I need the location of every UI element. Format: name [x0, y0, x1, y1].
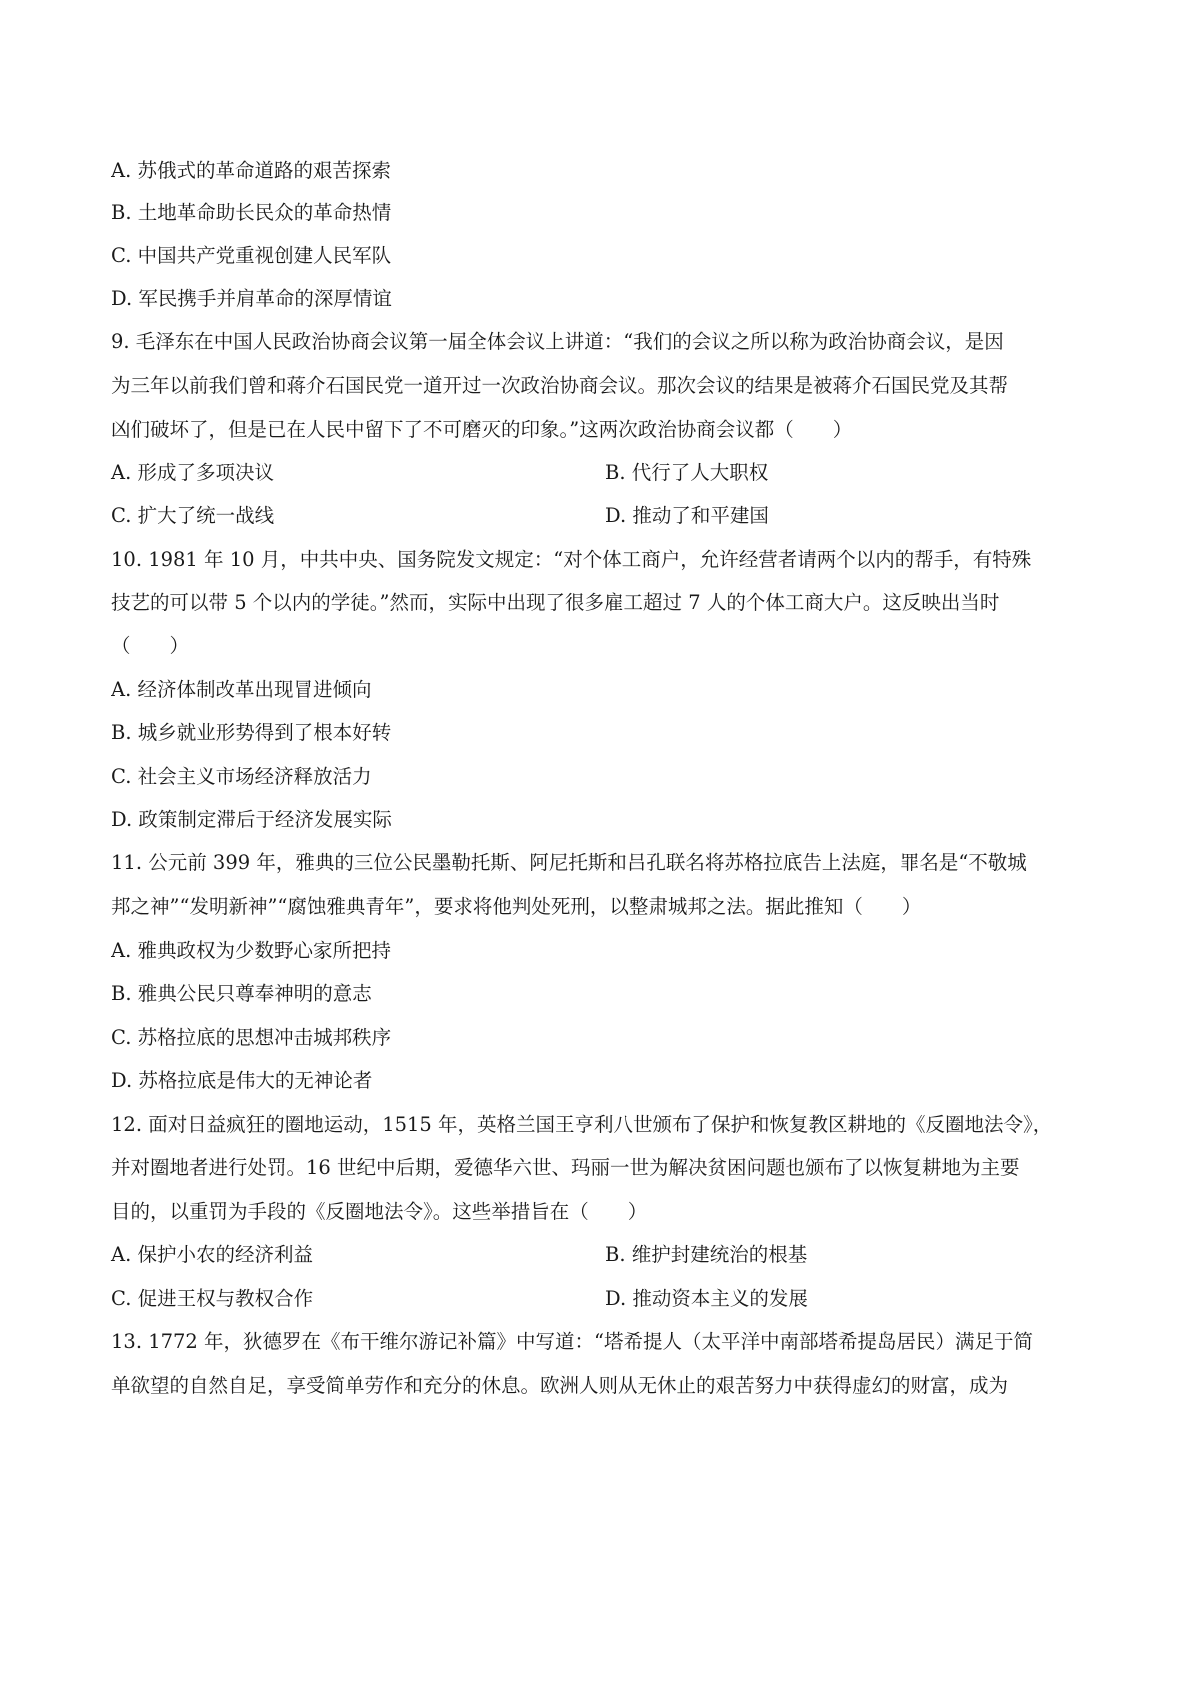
q10-option-b: B. 城乡就业形势得到了根本好转 [111, 721, 392, 744]
q11-option-d: D. 苏格拉底是伟大的无神论者 [111, 1069, 373, 1092]
q10-stem-line-3: （ ） [111, 634, 190, 657]
q12-option-b: B. 维护封建统治的根基 [605, 1243, 808, 1266]
q10-stem-line-1: 10. 1981 年 10 月，中共中央、国务院发文规定：“对个体工商户，允许经营者请两个以内的帮手，有特殊 [111, 548, 1032, 571]
q9-option-b: B. 代行了人大职权 [605, 461, 769, 484]
q12-option-c: C. 促进王权与教权合作 [111, 1287, 314, 1310]
q9-option-d: D. 推动了和平建国 [605, 504, 769, 527]
q8-option-a: A. 苏俄式的革命道路的艰苦探索 [111, 159, 391, 182]
q9-stem-line-3: 凶们破坏了，但是已在人民中留下了不可磨灭的印象。”这两次政治协商会议都（ ） [111, 418, 853, 441]
q10-stem-line-2: 技艺的可以带 5 个以内的学徒。”然而，实际中出现了很多雇工超过 7 人的个体工商大户。这反映出当时 [111, 591, 1000, 614]
q12-stem-line-1: 12. 面对日益疯狂的圈地运动，1515 年，英格兰国王亨利八世颁布了保护和恢复教区耕地的《反圈地法令》， [111, 1113, 1053, 1136]
q11-option-a: A. 雅典政权为少数野心家所把持 [111, 939, 391, 962]
q12-stem-line-2: 并对圈地者进行处罚。16 世纪中后期，爱德华六世、玛丽一世为解决贫困问题也颁布了以恢复耕地为主要 [111, 1156, 1020, 1179]
q12-option-d: D. 推动资本主义的发展 [605, 1287, 808, 1310]
q9-stem-line-2: 为三年以前我们曾和蒋介石国民党一道开过一次政治协商会议。那次会议的结果是被蒋介石国民党及其帮 [111, 374, 1009, 397]
q12-option-a: A. 保护小农的经济利益 [111, 1243, 313, 1266]
q11-stem-line-2: 邦之神”“发明新神”“腐蚀雅典青年”，要求将他判处死刑，以整肃城邦之法。据此推知（ ） [111, 895, 922, 918]
q8-option-c: C. 中国共产党重视创建人民军队 [111, 244, 392, 267]
q9-stem-line-1: 9. 毛泽东在中国人民政治协商会议第一届全体会议上讲道：“我们的会议之所以称为政治协商会议，是因 [111, 330, 1004, 353]
q11-option-b: B. 雅典公民只尊奉神明的意志 [111, 982, 372, 1005]
q9-option-a: A. 形成了多项决议 [111, 461, 274, 484]
q8-option-d: D. 军民携手并肩革命的深厚情谊 [111, 287, 392, 310]
q10-option-a: A. 经济体制改革出现冒进倾向 [111, 678, 372, 701]
q11-stem-line-1: 11. 公元前 399 年，雅典的三位公民墨勒托斯、阿尼托斯和吕孔联名将苏格拉底告上法庭，罪名是“不敬城 [111, 851, 1027, 874]
q8-option-b: B. 土地革命助长民众的革命热情 [111, 201, 392, 224]
q12-stem-line-3: 目的，以重罚为手段的《反圈地法令》。这些举措旨在（ ） [111, 1200, 648, 1223]
q13-stem-line-2: 单欲望的自然自足，享受简单劳作和充分的休息。欧洲人则从无休止的艰苦努力中获得虚幻的财富，成为 [111, 1374, 1009, 1397]
q11-option-c: C. 苏格拉底的思想冲击城邦秩序 [111, 1026, 392, 1049]
q9-option-c: C. 扩大了统一战线 [111, 504, 275, 527]
q10-option-d: D. 政策制定滞后于经济发展实际 [111, 808, 392, 831]
q13-stem-line-1: 13. 1772 年，狄德罗在《布干维尔游记补篇》中写道：“塔希提人（太平洋中南部塔希提岛居民）满足于简 [111, 1330, 1034, 1353]
q10-option-c: C. 社会主义市场经济释放活力 [111, 765, 372, 788]
